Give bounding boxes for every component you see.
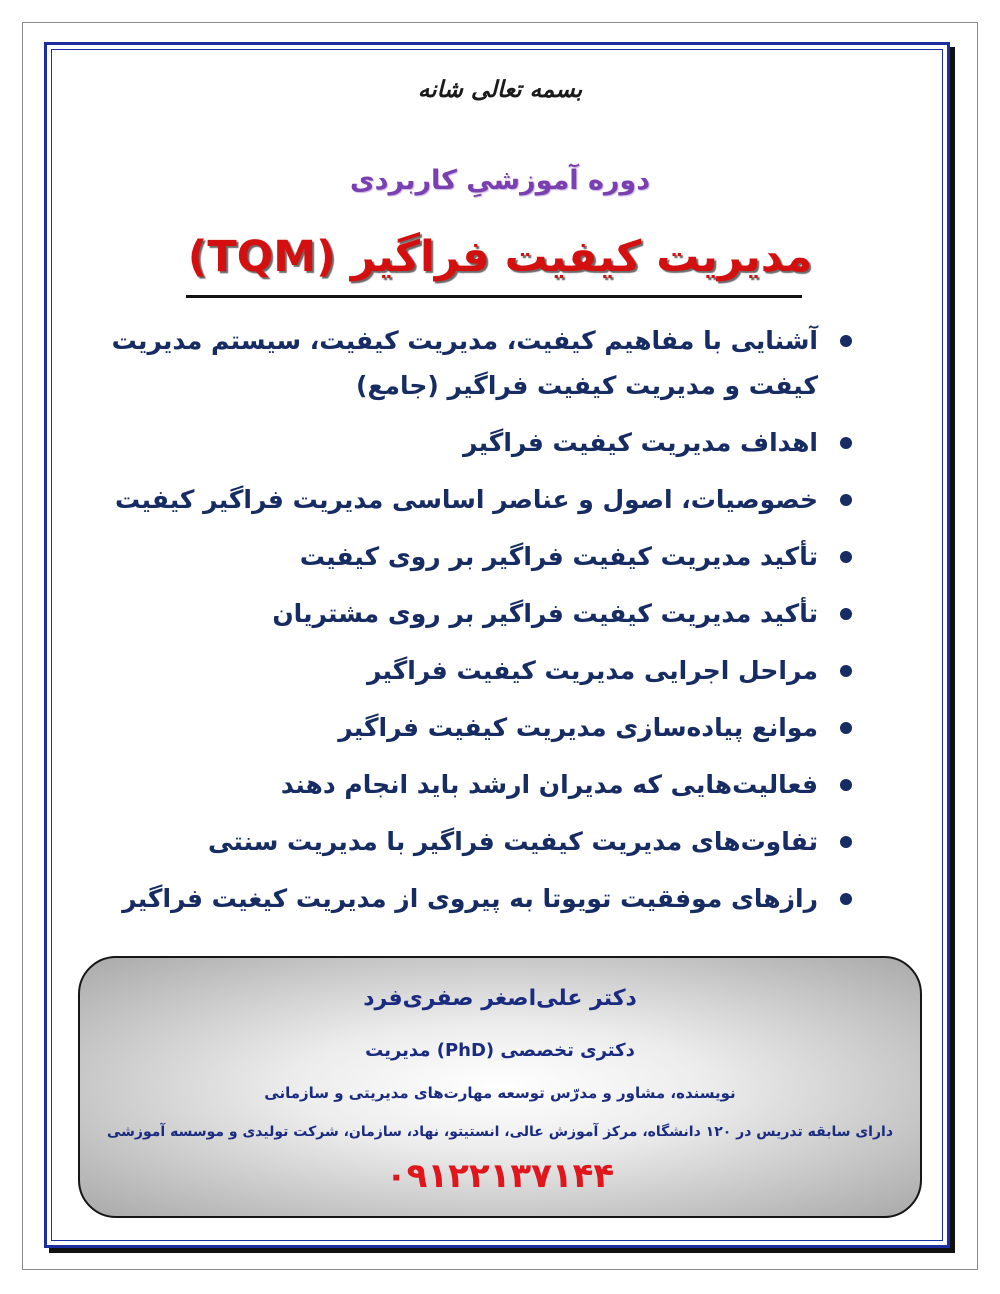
page-title: مدیریت کیفیت فراگیر (TQM)	[187, 232, 813, 282]
topic-text: آشنایی با مفاهیم کیفیت، مدیریت کیفیت، سیستم مدیریت کیفت و مدیریت کیفیت فراگیر (جامع)	[111, 326, 818, 400]
topic-text: خصوصیات، اصول و عناصر اساسی مدیریت فراگیر کیفیت	[115, 485, 818, 514]
topic-text: رازهای موفقیت تویوتا به پیروی از مدیریت کیغیت فراگیر	[122, 884, 818, 913]
phone-number: ۰۹۱۲۲۱۳۷۱۴۴	[385, 1156, 615, 1196]
bullet-icon	[840, 779, 852, 791]
topic-item	[100, 762, 860, 807]
bullet-icon	[840, 722, 852, 734]
bullet-icon	[840, 437, 852, 449]
bullet-icon	[840, 335, 852, 347]
topic-text: تأکید مدیریت کیفیت فراگیر بر روی کیفیت	[299, 542, 818, 571]
topic-item	[100, 648, 860, 693]
instructor-info-box	[78, 956, 922, 1218]
topic-item	[100, 705, 860, 750]
topic-item	[100, 318, 860, 408]
basmala-calligraphy: بسمه تعالی شانه	[417, 76, 583, 103]
topic-text: فعالیت‌هایی که مدیران ارشد باید انجام دهند	[280, 770, 818, 799]
topic-item	[100, 534, 860, 579]
bullet-icon	[840, 836, 852, 848]
topic-text: مراحل اجرایی مدیریت کیفیت فراگیر	[366, 656, 818, 685]
instructor-experience: دارای سابقه تدریس در ۱۲۰ دانشگاه، مرکز آموزش عالی، انستیتو، نهاد، سازمان، شرکت تولیدی و موسسه آموزشی	[106, 1124, 894, 1140]
instructor-name: دکتر علی‌اصغر صفری‌فرد	[363, 986, 637, 1011]
instructor-roles: نویسنده، مشاور و مدرّس توسعه مهارت‌های مدیریتی و سازمانی	[264, 1084, 736, 1102]
title-underline	[186, 295, 802, 298]
topic-item	[100, 819, 860, 864]
topic-text: تفاوت‌های مدیریت کیفیت فراگیر با مدیریت سنتی	[208, 827, 818, 856]
bullet-icon	[840, 608, 852, 620]
topic-text: اهداف مدیریت کیفیت فراگیر	[463, 428, 818, 457]
bullet-icon	[840, 665, 852, 677]
topic-item	[100, 477, 860, 522]
topic-item	[100, 876, 860, 921]
instructor-degree: دکتری تخصصی (PhD) مدیریت	[365, 1040, 635, 1061]
topic-item	[100, 420, 860, 465]
topic-text: تأکید مدیریت کیفیت فراگیر بر روی مشتریان	[272, 599, 818, 628]
bullet-icon	[840, 893, 852, 905]
bullet-icon	[840, 494, 852, 506]
topic-list	[100, 318, 860, 933]
topic-text: موانع پیاده‌سازی مدیریت کیفیت فراگیر	[338, 713, 818, 742]
topic-item	[100, 591, 860, 636]
course-label: دوره آموزشیِ کاربردی	[349, 165, 651, 196]
bullet-icon	[840, 551, 852, 563]
